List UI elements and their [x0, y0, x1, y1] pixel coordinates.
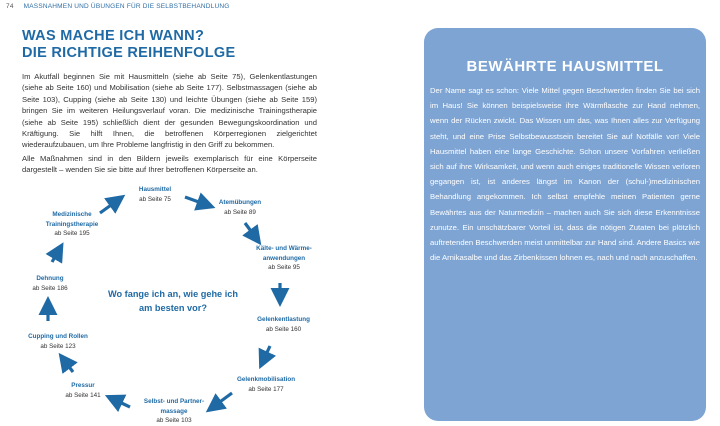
sidebar-title: BEWÄHRTE HAUSMITTEL [466, 58, 664, 75]
sidebar-text: Der Name sagt es schon: Viele Mittel gegen Beschwerden finden Sie bei sich im Haus! Sie können beispielsweise ihre Wärmflasche zur Hand nehmen, wenn der Rücken zwickt. Das Wissen um das, was Ihnen alles zur Verfügung steht, und eine Prise Selbstbewusstsein bereitet Sie auf Notfälle vor! Viele Hausmittel haben eine lange Geschichte. Schon unsere Vorfahren verließen sich auf ihre Wirksamkeit, und wenn auch einiges traditionelle Wissen verloren gegangen ist, ist anderes längst im Kanon der (schul-)medizinischen Behandlung angekommen. Ich selbst empfehle meinen Patienten gerne Bewährtes aus der Naturmedizin – machen auch Sie sich diese Erkenntnisse zunutze. Ein unschätzbarer Vorteil ist, dass die nötigen Zutaten bei plötzlich auftretenden Beschwerden meist unmittelbar zur Hand sind. Andere Basics wie die Arnikasalbe und das Zirbenkissen lohnen es, nach und nach anzuschaffen. [430, 86, 700, 263]
step-dehnung [25, 274, 75, 293]
step-label: Cupping und Rollen [28, 333, 88, 340]
step-label-line2: massage [160, 407, 188, 415]
page-number: 74 [6, 3, 14, 10]
step-gelenkentlastung [246, 315, 321, 334]
intro-paragraph: Im Akutfall beginnen Sie mit Hausmitteln (siehe ab Seite 75), Gelenkentlastungen (siehe ab Seite 160) und Mobilisation (siehe ab Seite 177). Selbstmassagen (siehe ab Seite 103), Cupping (siehe ab Seite 130) und leichte Übungen (siehe ab Seite 159) bringen Sie im weiteren Heilungsverlauf voran. Die medizinische Trainingstherapie (siehe ab Seite 195) schließlich dient der gesunden Bewegungskoordination und Kräftigung. Sie hilft Ihnen, die betroffenen Körperregionen zielgerichtet wiederaufzubauen, um Ihre Probleme langfristig in den Griff zu bekommen. [22, 72, 317, 150]
step-page: ab Seite 75 [139, 195, 171, 203]
running-title: MASSNAHMEN UND ÜBUNGEN FÜR DIE SELBSTBEHANDLUNG [23, 3, 230, 10]
arrow-mobilisation-massage [213, 393, 232, 407]
step-label-line2: anwendungen [262, 254, 306, 262]
step-page: ab Seite 177 [248, 385, 284, 393]
step-atemuebungen [210, 198, 270, 217]
step-page: ab Seite 95 [268, 264, 300, 271]
step-pressur [58, 381, 108, 400]
cycle-center-line2: am besten vor? [139, 303, 207, 313]
step-cupping-rollen [18, 332, 98, 351]
step-hausmittel [135, 185, 175, 204]
sidebar-box [424, 28, 706, 421]
step-page: ab Seite 195 [54, 230, 90, 237]
step-selbst-partnermassage [134, 397, 214, 426]
step-page: ab Seite 89 [224, 208, 256, 216]
step-label: Kälte- und Wärme- [256, 245, 312, 252]
step-label: Gelenkentlastung [257, 316, 310, 323]
arrow-gelenkentlastung-mobilisation [263, 346, 270, 361]
step-label: Hausmittel [138, 186, 172, 193]
arrow-hausmittel-atemuebungen [185, 197, 207, 205]
step-label: Gelenkmobilisation [236, 376, 296, 383]
step-kaelte-waerme [244, 244, 324, 273]
step-label: Medizinische [52, 211, 92, 218]
step-label: Pressur [71, 382, 95, 389]
step-label: Atemübungen [218, 199, 262, 206]
arrow-pressur-cupping [64, 360, 73, 372]
arrow-atemuebungen-kaelte [245, 223, 256, 238]
note-paragraph: Alle Maßnahmen sind in den Bildern jeweils exemplarisch für eine Körperseite dargestellt – wenden Sie sie bitte auf Ihrer betroffenen Körperseite an. [22, 154, 317, 175]
step-gelenkmobilisation [226, 375, 306, 394]
cycle-center-question [98, 287, 248, 315]
step-page: ab Seite 123 [40, 342, 76, 350]
page-title-line1: WAS MACHE ICH WANN? [22, 28, 205, 44]
step-page: ab Seite 141 [65, 391, 101, 399]
step-page: ab Seite 103 [156, 417, 192, 424]
step-label: Selbst- und Partner- [143, 398, 205, 405]
step-label-line2: Trainingstherapie [45, 220, 99, 228]
step-label: Dehnung [36, 275, 64, 282]
cycle-center-line1: Wo fange ich an, wie gehe ich [107, 289, 238, 299]
arrow-dehnung-training [52, 250, 59, 262]
page-title-line2: DIE RICHTIGE REIHENFOLGE [22, 45, 236, 61]
step-page: ab Seite 186 [32, 284, 68, 292]
step-medizinische-trainingstherapie [37, 210, 107, 239]
arrow-massage-pressur [113, 399, 130, 407]
step-page: ab Seite 160 [265, 325, 302, 333]
